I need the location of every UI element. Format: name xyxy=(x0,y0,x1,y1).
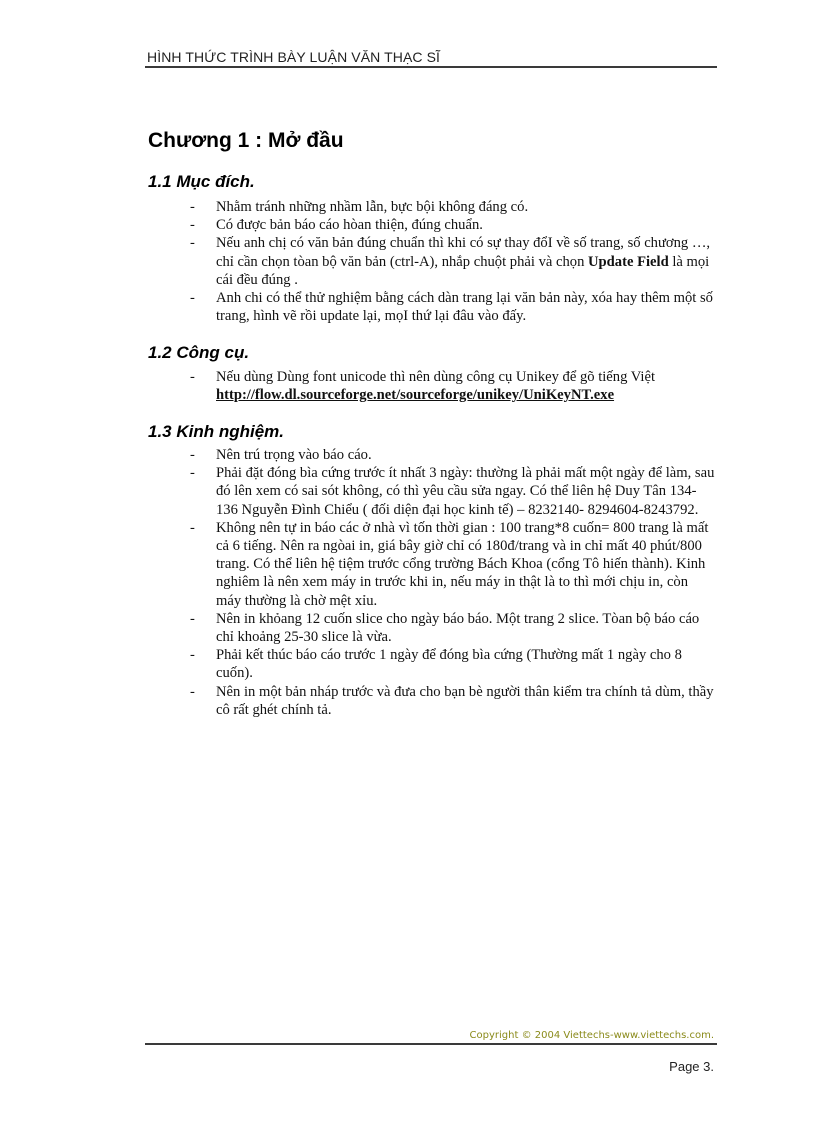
bullet-dash: - xyxy=(190,217,195,234)
bullet-dash: - xyxy=(190,647,195,664)
unikey-download-link[interactable]: http://flow.dl.sourceforge.net/sourceforge/unikey/UniKeyNT.exe xyxy=(216,387,615,404)
list-item: - Nhằm tránh những nhầm lẫn, bực bội không đáng có. xyxy=(190,199,529,215)
running-header-title: HÌNH THỨC TRÌNH BÀY LUẬN VĂN THẠC SĨ xyxy=(147,49,441,65)
header-divider xyxy=(145,66,717,68)
bullet-dash: - xyxy=(190,610,195,627)
update-field-emphasis: Update Field xyxy=(588,253,669,270)
bullet-dash: - xyxy=(190,683,195,700)
list-item: - Nên trú trọng vào báo cáo. xyxy=(190,447,372,463)
copyright-notice: Copyright © 2004 Viettechs-www.viettechs.com. xyxy=(469,1030,714,1041)
section-list-muc-dich xyxy=(0,198,716,325)
list-item: - Nên in một bản nháp trước và đưa cho bạn bè người thân kiểm tra chính tả dùm, thầy cô rất ghét chính tả. xyxy=(190,683,714,718)
list-item: - Không nên tự in báo các ở nhà vì tốn thời gian : 100 trang*8 cuốn= 800 trang là mất cả 6 tiếng. Nên ra ngòai in, giá bây giờ chỉ có 180đ/trang và in chỉ mất 40 phút/800 trang. Có thể liên hệ tiệm trước cổng trường Bách Khoa (cổng Tô hiến thành). Kinh nghiêm là nên xem máy in trước khi in, nếu máy in thật là to thì mới chịu in, còn máy thường là chờ mệt xỉu. xyxy=(190,519,709,609)
bullet-dash: - xyxy=(190,235,195,252)
bullet-dash: - xyxy=(190,290,195,307)
bullet-dash: - xyxy=(190,519,195,536)
bullet-dash: - xyxy=(190,199,195,215)
chapter-title: Chương 1 : Mở đầu xyxy=(148,129,344,152)
bullet-dash: - xyxy=(190,447,195,463)
list-item: - Nếu dùng Dùng font unicode thì nên dùng công cụ Unikey để gõ tiếng Việt http://flow.dl.sourceforge.net/sourceforge/unikey/UniKeyNT.exe xyxy=(190,369,656,404)
section-list-kinh-nghiem xyxy=(0,446,716,719)
page-number: Page 3. xyxy=(669,1059,714,1074)
list-item: - Có được bản báo cáo hòan thiện, đúng chuẩn. xyxy=(190,217,483,234)
list-item: - Nên in khỏang 12 cuốn slice cho ngày báo báo. Một trang 2 slice. Tòan bộ báo cáo chỉ khoảng 25-30 slice là vừa. xyxy=(190,610,700,646)
list-item: - Phải kết thúc báo cáo trước 1 ngày để đóng bìa cứng (Thường mất 1 ngày cho 8 cuốn). xyxy=(190,647,682,682)
footer-divider xyxy=(145,1043,717,1045)
section-title-kinh-nghiem: 1.3 Kinh nghiệm. xyxy=(148,422,285,441)
section-title-cong-cu: 1.2 Công cụ. xyxy=(148,343,250,362)
list-item: - Nếu anh chị có văn bản đúng chuẩn thì khi có sự thay đổI về số trang, số chương …, chỉ cần chọn tòan bộ văn bản (ctrl-A), nhắp chuột phải và chọn Update Field là mọi cái đều đúng . xyxy=(190,235,711,288)
section-title-muc-dich: 1.1 Mục đích. xyxy=(148,172,255,191)
bullet-dash: - xyxy=(190,369,195,385)
section-list-cong-cu xyxy=(0,368,716,404)
bullet-dash: - xyxy=(190,465,195,482)
list-item: - Phải đặt đóng bìa cứng trước ít nhất 3 ngày: thường là phải mất một ngày để làm, sau đó lên xem có sai sót không, có thì yêu cầu sửa ngay. Có thể liên hệ Duy Tân 134-136 Nguyễn Đình Chiểu ( đối diện đại học kinh tế) – 8232140- 8294604-8243792. xyxy=(190,465,715,518)
list-item: - Anh chi có thể thử nghiệm bằng cách dàn trang lại văn bản này, xóa hay thêm một số trang, hình vẽ rồi update lại, mọI thứ lại đâu vào đấy. xyxy=(190,290,713,325)
